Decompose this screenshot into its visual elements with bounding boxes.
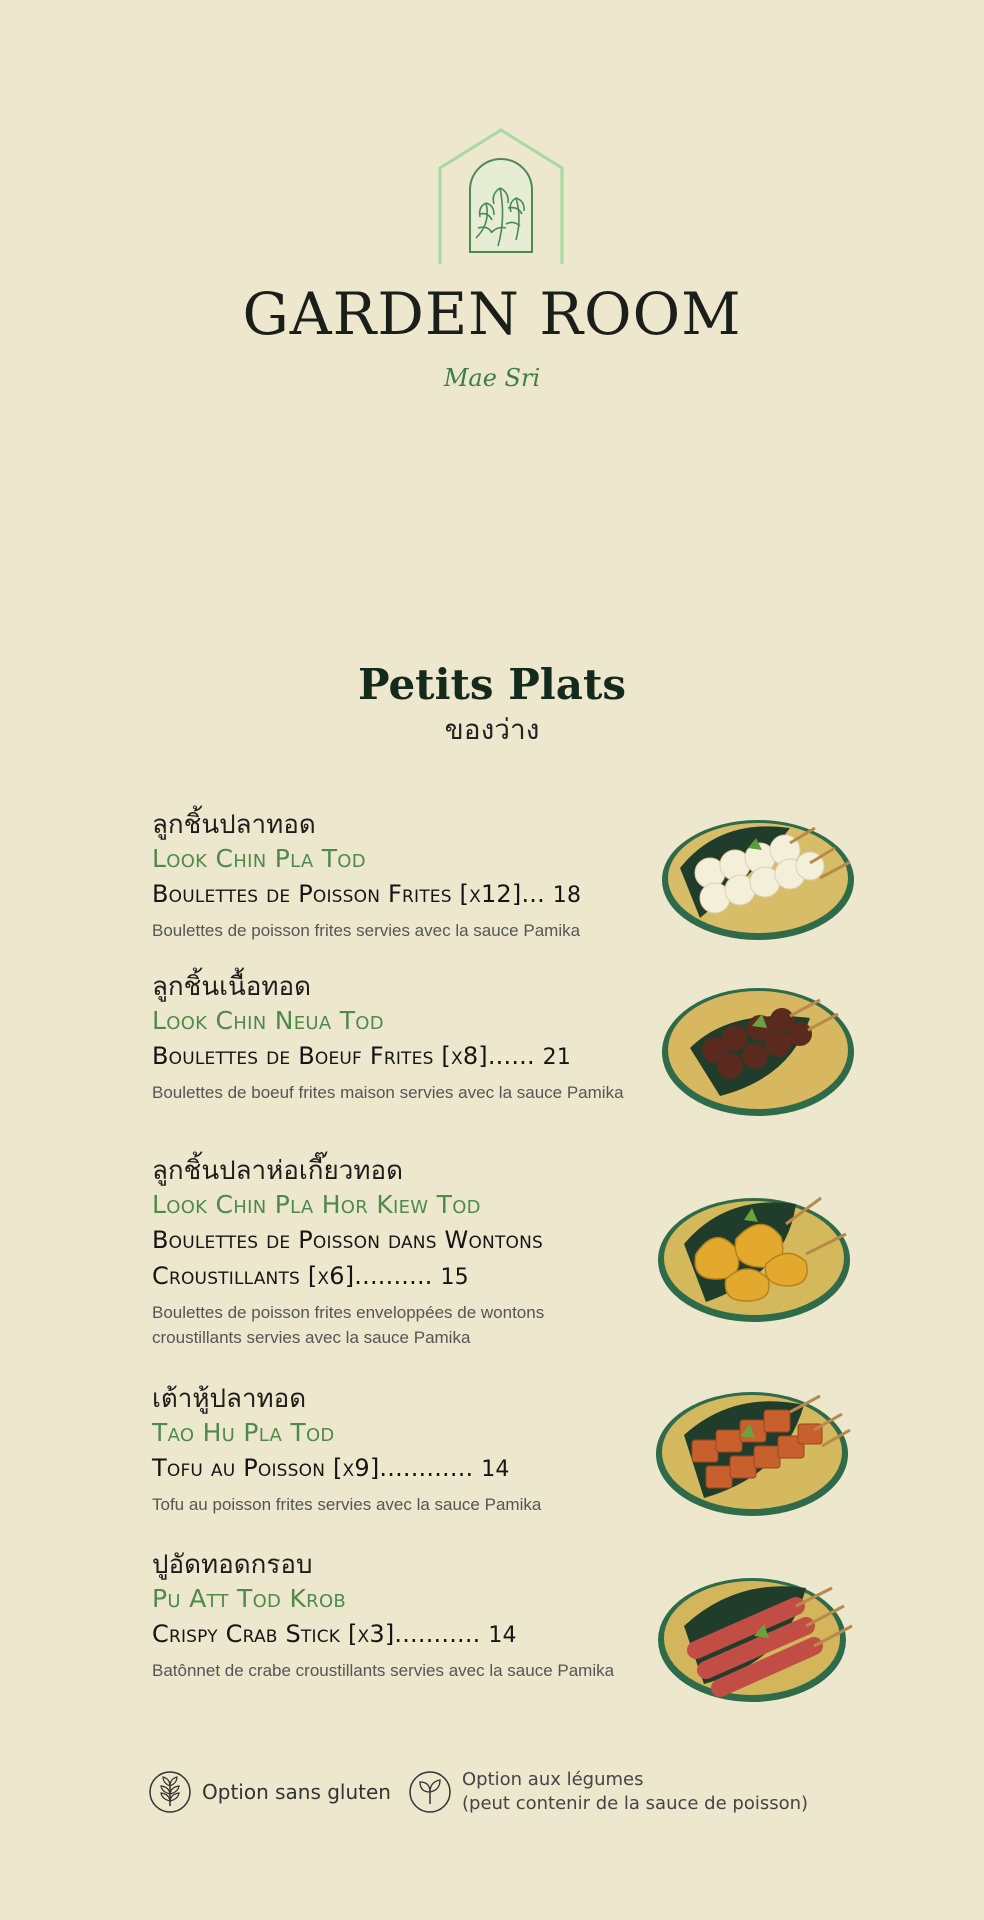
fish-balls-dish-image xyxy=(660,808,860,948)
menu-item xyxy=(152,808,632,943)
item-description: Tofu au poisson frites servies avec la sauce Pamika xyxy=(152,1495,542,1514)
item-price: 21 xyxy=(542,1045,572,1070)
wheat-icon xyxy=(148,1770,192,1814)
item-description: Boulettes de poisson frites enveloppées de wontons croustillants servies avec la sauce Pamika xyxy=(152,1303,545,1347)
fish-tofu-dish-image xyxy=(654,1380,854,1520)
section-title: Petits Plats xyxy=(358,660,626,709)
item-description: Boulettes de poisson frites servies avec la sauce Pamika xyxy=(152,921,581,940)
item-description: Batônnet de crabe croustillants servies avec la sauce Pamika xyxy=(152,1661,615,1680)
item-thai-name: ปูอัดทอดกรอบ xyxy=(152,1550,313,1580)
item-price: 18 xyxy=(552,883,582,908)
vegetable-label: Option aux légumes xyxy=(462,1769,644,1790)
beef-balls-dish-image xyxy=(660,978,860,1118)
item-thai-name: ลูกชิ้นปลาห่อเกี๊ยวทอด xyxy=(152,1156,403,1186)
item-roman-name: Tao Hu Pla Tod xyxy=(152,1418,335,1447)
item-price: 14 xyxy=(481,1457,510,1482)
item-description: Boulettes de boeuf frites maison servies avec la sauce Pamika xyxy=(152,1083,624,1102)
menu-item xyxy=(152,1548,632,1683)
item-price: 14 xyxy=(488,1623,517,1648)
vegetable-legend xyxy=(408,1768,808,1816)
menu-item xyxy=(152,1382,632,1517)
house-leaf-icon xyxy=(436,128,566,268)
item-title: Boulettes de Poisson Frites [x12]... 18 xyxy=(152,880,582,908)
item-roman-name: Look Chin Neua Tod xyxy=(152,1006,384,1035)
brand-name: GARDEN ROOM xyxy=(242,280,742,348)
menu-item xyxy=(152,970,632,1105)
item-title: Tofu au Poisson [x9]............ 14 xyxy=(152,1454,510,1482)
leaf-icon xyxy=(408,1770,452,1814)
item-title: Boulettes de Poisson dans Wontons Croustillants [x6].......... 15 xyxy=(152,1226,544,1290)
item-roman-name: Look Chin Pla Hor Kiew Tod xyxy=(152,1190,481,1219)
menu-item xyxy=(152,1154,632,1350)
item-roman-name: Pu Att Tod Krob xyxy=(152,1584,347,1613)
item-title: Crispy Crab Stick [x3]........... 14 xyxy=(152,1620,517,1648)
vegetable-note: (peut contenir de la sauce de poisson) xyxy=(462,1793,809,1814)
crab-stick-dish-image xyxy=(656,1566,856,1706)
item-thai-name: ลูกชิ้นเนื้อทอด xyxy=(152,972,312,1002)
brand-subtitle: Mae Sri xyxy=(443,364,541,392)
gluten-free-legend xyxy=(148,1770,391,1814)
gluten-free-label: Option sans gluten xyxy=(202,1780,391,1804)
item-title: Boulettes de Boeuf Frites [x8]...... 21 xyxy=(152,1042,572,1070)
section-thai-title: ของว่าง xyxy=(444,713,540,746)
item-roman-name: Look Chin Pla Tod xyxy=(152,844,366,873)
item-price: 15 xyxy=(440,1265,469,1290)
item-thai-name: เต้าหู้ปลาทอด xyxy=(152,1384,307,1414)
item-thai-name: ลูกชิ้นปลาทอด xyxy=(152,810,316,840)
wonton-dish-image xyxy=(656,1184,856,1324)
